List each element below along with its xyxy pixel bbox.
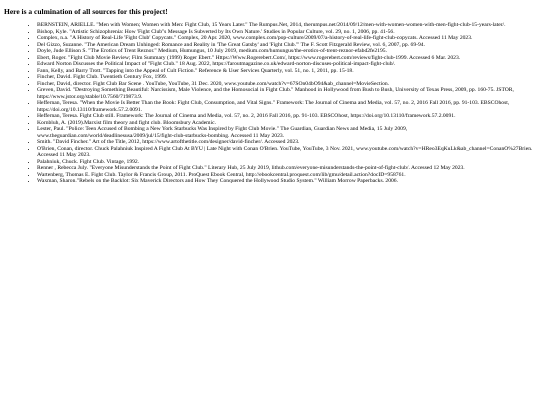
source-item: • Lester, Paul. "Police: Teen Accused of Bombing a New York Starbucks Was Inspired by Fight Club Movie." The Guardian, Guardian News and Media, 15 July 2009, www.theguardian.com/world/deadlinesusa/2009/jul/15/fight-club-starbucks-bombing. Accessed 11 May 2023. <box>37 126 536 139</box>
source-item: • Greven, David. "Destroying Something Beautiful: Narcissism, Male Violence, and the Homosocial in Fight Club." Manhood in Hollywood from Bush to Bush, University of Texas Press, 2009, pp. 160-75. JSTOR, https://www.jstor.org/stable/10.7560/719873.9. <box>37 87 536 100</box>
source-item: • Waxman, Sharon."Rebels on the Backlot: Six Maverick Directors and How They Conquered the Hollywood Studio System." William Morrow Paperbacks. 2006. <box>37 178 536 185</box>
source-item: • Heffernan, Teresa. "When the Movie Is Better Than the Book: Fight Club, Consumption, and Vital Signs." Framework: The Journal of Cinema and Media, vol. 57, no. 2, 2016 Fall 2016, pp. 91-103. EBSCOhost, https://doi.org/10.13110/framework.57.2.0091. <box>37 100 536 113</box>
page <box>0 0 540 185</box>
source-item: • Palahniuk, Chuck. Fight Club. Vintage, 1992. <box>37 159 536 166</box>
source-item: • Bishop, Kyle. "Artistic Schizophrenia: How 'Fight Club''s Message Is Subverted by Its Own Nature.' Studies in Popular Culture, vol. 29, no. 1, 2006, pp. 41-56. <box>37 29 536 36</box>
source-item: • Kornbluh, A. (2019).Marxist film theory and fight club. Bloomsbury Academic. <box>37 120 536 127</box>
source-item: • BERNSTEIN, ARIELLE. "Men with Women; Women with Men: Fight Club, 15 Years Later." The Rumpus.Net, 2014, therumpus.net/2014/09/12/men-with-women-women-with-men-fight-club-15-years-later/. <box>37 22 536 29</box>
source-item: • Del Gizzo, Suzanne. "The American Dream Unhinged: Romance and Reality in 'The Great Gatsby' and 'Fight Club.'" The F. Scott Fitzgerald Review, vol. 6, 2007, pp. 69-94. <box>37 42 536 49</box>
source-item: • Fincher, David. Fight Club. Twentieth Century Fox, 1999. <box>37 74 536 81</box>
source-item: • Renner , Rebecca July. "Everyone Misunderstands the Point of Fight Club." Literary Hub, 25 July 2019, lithub.com/everyone-misunderstands-the-point-of-fight-club/. Accessed 12 May 2023. <box>37 165 536 172</box>
source-item: • Ebert, Roger. "Fight Club Movie Review; Film Summary (1999) Roger Ebert." Https://Www.Rogerebert.Com/, https://www.rogerebert.com/reviews/fight-club-1999. Accessed 6 Mar. 2023. <box>37 55 536 62</box>
source-item: • Edward Norton Discusses the Political Impact of "Fight Club." 18 Aug. 2022, https://faroutmagazine.co.uk/edward-norton-discuses-political-impact-fight-club/. <box>37 61 536 68</box>
source-item: • Doyle, Jude Ellison S. "The Erotics of Trent Reznor." Medium, Humungus, 10 July 2019, medium.com/humungus/the-erotics-of-trent-reznor-efabd2fe2195. <box>37 48 536 55</box>
source-list <box>4 22 536 185</box>
source-item: • O'Brien, Conan, director. Chuck Palahniuk Inspired A Fight Club At BYU | Late Night with Conan O'Brien. YouTube, YouTube, 3 Nov. 2021, www.youtube.com/watch?v=HReo3EqKuLk&ab_channel=ConanO%27Brien. Accessed 11 May 2023. <box>37 146 536 159</box>
source-item: • Fincher, David, director. Fight Club Bar Scene . YouTube, YouTube, 31 Dec. 2020, www.youtube.com/watch?v=67SOn04bO94&ab_channel=MovieSection. <box>37 81 536 88</box>
source-item: • Fann, Kelly, and Barry Trott. "Tapping into the Appeal of Cult Fiction." Reference & User Services Quarterly, vol. 51, no. 1, 2011, pp. 15-18. <box>37 68 536 75</box>
source-item: • Smith. "David Fincher." Art of the Title, 2012, https://www.artofthetitle.com/designer/david-fincher/. Accessed 2023. <box>37 139 536 146</box>
source-item: • Heffernan, Teresa. Fight Club still. Framework: The Journal of Cinema and Media, vol. 57, no. 2, 2016 Fall 2016, pp. 91-103. EBSCOhost, https://doi.org/10.13110/framework.57.2.0091. <box>37 113 536 120</box>
page-heading: Here is a culmination of all sources for this project! <box>4 7 168 16</box>
source-item: • Wartenberg, Thomas E. Fight Club. Taylor & Francis Group, 2011. ProQuest Ebook Central, http://ebookcentral.proquest.com/lib/gmu/detail.action?docID=958761. <box>37 172 536 179</box>
source-item: • Complex, n.a. "A History of Real-Life 'Fight Club' Copycats." Complex, 20 Apr. 2020, www.complex.com/pop-culture/2009/07/a-history-of-real-life-fight-club-copycats. Accessed 11 May 2023. <box>37 35 536 42</box>
